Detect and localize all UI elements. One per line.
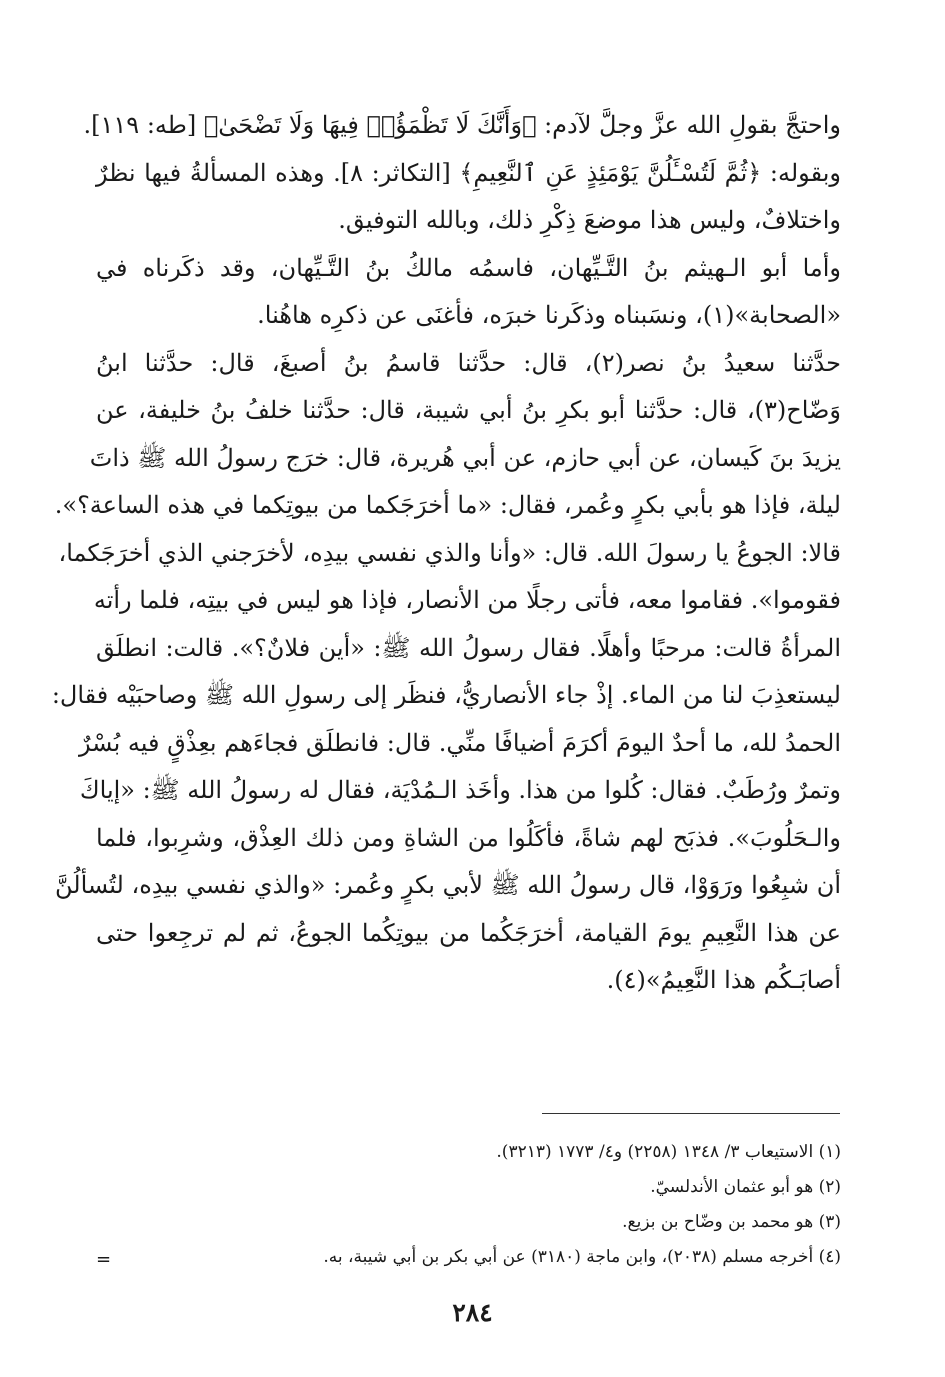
text-line: أصابَـكُم هذا النَّعِيمُ»(٤).: [606, 966, 841, 994]
text-line: وَضّاح(٣)، قال: حدَّثنا أبو بكرِ بنُ أبي شيبة، قال: حدَّثنا خلفُ بنُ خليفة، عن: [96, 396, 841, 424]
text-line: وبقوله: ﴿ثُمَّ لَتُسْـَٔلُنَّ يَوْمَئِذٍ عَنِ ٱلنَّعِيمِ﴾ [التكاثر: ٨]. وهذه المسألةُ فيها نظرٌ: [96, 158, 841, 187]
body-text: [51, 110, 841, 1013]
text-line: وأما أبو الـهيثم بنُ التَّـيِّهان، فاسمُه مالكُ بنُ التَّـيِّهان، وقد ذكَرناه في: [96, 253, 841, 282]
text-line: وتمرٌ ورُطَبٌ. فقال: كُلوا من هذا. وأخَذ الـمُدْيَة، فقال له رسولُ الله ﷺ: «إياكَ: [79, 776, 841, 804]
text-line: قالا: الجوعُ يا رسولَ الله. قال: «وأنا والذي نفسي بيدِه، لأخرَجني الذي أخرَجَكما،: [58, 538, 841, 567]
text-line: الحمدُ لله، ما أحدٌ اليومَ أكرَمَ أضيافًا منِّي. قال: فانطلَق فجاءَهم بعِذْقٍ فيه بُسْرٌ: [78, 728, 841, 757]
text-line: والـحَلُوبَ». فذبَح لهم شاةً، فأكَلُوا من الشاةِ ومن ذلك العِذْق، وشرِبوا، فلما: [96, 823, 841, 852]
text-line: واحتجَّ بقولِ الله عزَّ وجلَّ لآدم: ﴿وَأَنَّكَ لَا تَظْمَؤُا۟ فِيهَا وَلَا تَضْحَىٰ﴾ [طه: ١١٩].: [83, 111, 841, 139]
text-line: فقوموا». فقاموا معه، فأتى رجلًا من الأنصار، فإذا هو ليس في بيتِه، فلما رأته: [93, 586, 841, 614]
footnote: (١) الاستيعاب ٣/ ١٣٤٨ (٢٢٥٨) و٤/ ١٧٧٣ (٣٢١٣).: [496, 1142, 841, 1162]
continuation-mark: =: [96, 1249, 112, 1270]
footnote: (٤) أخرجه مسلم (٢٠٣٨)، وابن ماجة (٣١٨٠) عن أبي بكر بن أبي شيبة، به.: [323, 1247, 841, 1267]
footnote-separator: [542, 1113, 840, 1114]
text-line: أن شبِعُوا ورَوَوْا، قال رسولُ الله ﷺ لأبي بكرٍ وعُمر: «والذي نفسي بيدِه، لتُسألُنَّ: [54, 871, 841, 899]
text-line: المرأةُ قالت: مرحبًا وأهلًا. فقال رسولُ الله ﷺ: «أين فلانٌ؟». قالت: انطلَق: [96, 633, 841, 662]
text-line: عن هذا النَّعِيمِ يومَ القيامة، أخرَجَكُما من بيوتِكُما الجوعُ، ثم لم ترجِعوا حتى: [96, 918, 841, 947]
footnote: (٢) هو أبو عثمان الأندلسيّ.: [650, 1177, 841, 1197]
main-text: [51, 110, 841, 1013]
text-line: حدَّثنا سعيدُ بنُ نصر(٢)، قال: حدَّثنا قاسمُ بنُ أصبغَ، قال: حدَّثنا ابنُ: [96, 348, 841, 377]
footnotes: [96, 1140, 841, 1280]
text-line: «الصحابة»(١)، ونسَبناه وذكَرنا خبرَه، فأغنَى عن ذكرِه هاهُنا.: [257, 301, 841, 329]
footnote: (٣) هو محمد بن وضّاح بن بزيع.: [622, 1212, 841, 1232]
text-line: يزيدَ بنَ كَيسان، عن أبي حازم، عن أبي هُريرة، قال: خرَج رسولُ الله ﷺ ذاتَ: [89, 443, 841, 472]
text-line: واختلافٌ، وليس هذا موضعَ ذِكْرِ ذلك، وبالله التوفيق.: [338, 206, 841, 234]
text-line: ليلة، فإذا هو بأبي بكرٍ وعُمر، فقال: «ما أخرَجَكما من بيوتِكما في هذه الساعة؟».: [54, 491, 841, 519]
text-line: ليستعذِبَ لنا من الماء. إذْ جاء الأنصاريُّ، فنظَر إلى رسولِ الله ﷺ وصاحبَيْه فقال:: [51, 681, 841, 709]
page-number: ٢٨٤: [452, 1298, 493, 1327]
